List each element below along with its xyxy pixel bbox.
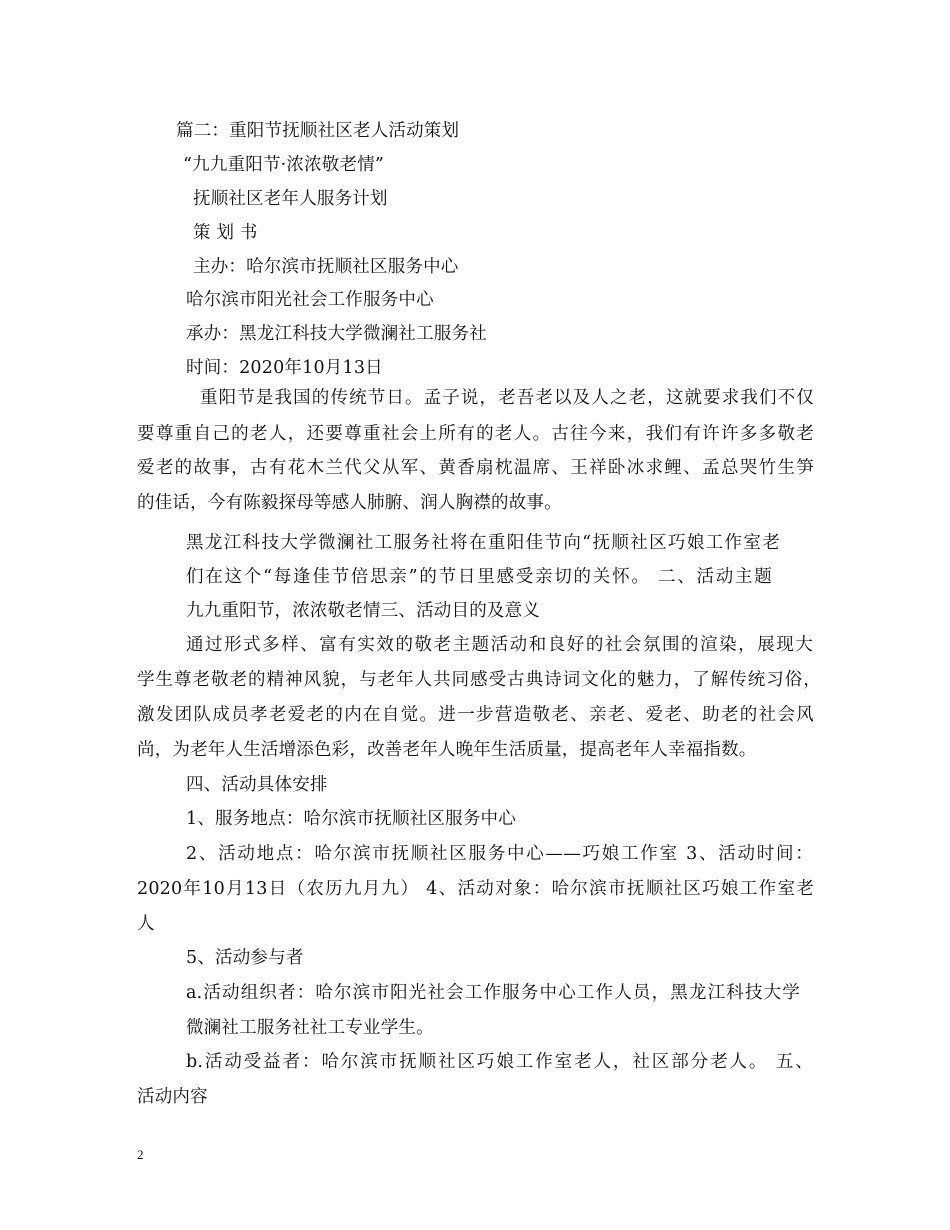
- list-item: 人: [137, 914, 155, 934]
- paragraph-line: 们在这个“每逢佳节倍思亲”的节日里感受亲切的关怀。 二、活动主题: [186, 567, 772, 587]
- list-item: b.活动受益者：哈尔滨市抚顺社区巧娘工作室老人，社区部分老人。 五、: [186, 1052, 813, 1072]
- co-organizer-line: 哈尔滨市阳光社会工作服务中心: [186, 290, 434, 310]
- list-item: 2、活动地点：哈尔滨市抚顺社区服务中心——巧娘工作室 3、活动时间：: [186, 844, 813, 864]
- purpose-paragraph-line: 通过形式多样、富有实效的敬老主题活动和良好的社会氛围的渲染，展现大: [186, 635, 813, 655]
- list-item: a.活动组织者：哈尔滨市阳光社会工作服务中心工作人员，黑龙江科技大学: [186, 983, 800, 1003]
- list-item: 1、服务地点：哈尔滨市抚顺社区服务中心: [186, 809, 516, 829]
- section-heading: 四、活动具体安排: [186, 775, 328, 795]
- date-line: 时间：2020年10月13日: [186, 358, 383, 378]
- purpose-paragraph-line: 激发团队成员孝老爱老的内在自觉。进一步营造敬老、亲老、爱老、助老的社会风: [137, 705, 814, 725]
- intro-paragraph-line: 的佳话，今有陈毅探母等感人肺腑、润人胸襟的故事。: [137, 493, 562, 513]
- paragraph-line: 黑龙江科技大学微澜社工服务社将在重阳佳节向“抚顺社区巧娘工作室老: [186, 533, 780, 553]
- intro-paragraph-line: 要尊重自己的老人，还要尊重社会上所有的老人。古往今来，我们有许许多多敬老: [137, 424, 814, 444]
- event-slogan: “九九重阳节·浓浓敬老情”: [183, 155, 385, 175]
- plan-heading: 策 划 书: [193, 223, 258, 243]
- list-item: 5、活动参与者: [186, 948, 304, 968]
- section-heading: 活动内容: [137, 1087, 208, 1107]
- undertaker-line: 承办：黑龙江科技大学微澜社工服务社: [186, 324, 487, 344]
- intro-paragraph-line: 重阳节是我国的传统节日。孟子说，老吾老以及人之老，这就要求我们不仅: [200, 388, 814, 408]
- page-number: 2: [137, 1147, 144, 1162]
- section-title: 篇二：重阳节抚顺社区老人活动策划: [176, 121, 460, 141]
- plan-subtitle: 抚顺社区老年人服务计划: [193, 189, 388, 209]
- list-item: 2020年10月13日（农历九月九） 4、活动对象：哈尔滨市抚顺社区巧娘工作室老: [137, 879, 814, 899]
- purpose-paragraph-line: 学生尊老敬老的精神风貌，与老年人共同感受古典诗词文化的魅力，了解传统习俗，: [137, 670, 821, 690]
- organizer-line: 主办：哈尔滨市抚顺社区服务中心: [193, 257, 459, 277]
- theme-line: 九九重阳节，浓浓敬老情三、活动目的及意义: [186, 601, 540, 621]
- intro-paragraph-line: 爱老的故事，古有花木兰代父从军、黄香扇枕温席、王祥卧冰求鲤、孟总哭竹生笋: [137, 458, 814, 478]
- list-item: 微澜社工服务社社工专业学生。: [186, 1018, 434, 1038]
- purpose-paragraph-line: 尚，为老年人生活增添色彩，改善老年人晚年生活质量，提高老年人幸福指数。: [137, 740, 757, 760]
